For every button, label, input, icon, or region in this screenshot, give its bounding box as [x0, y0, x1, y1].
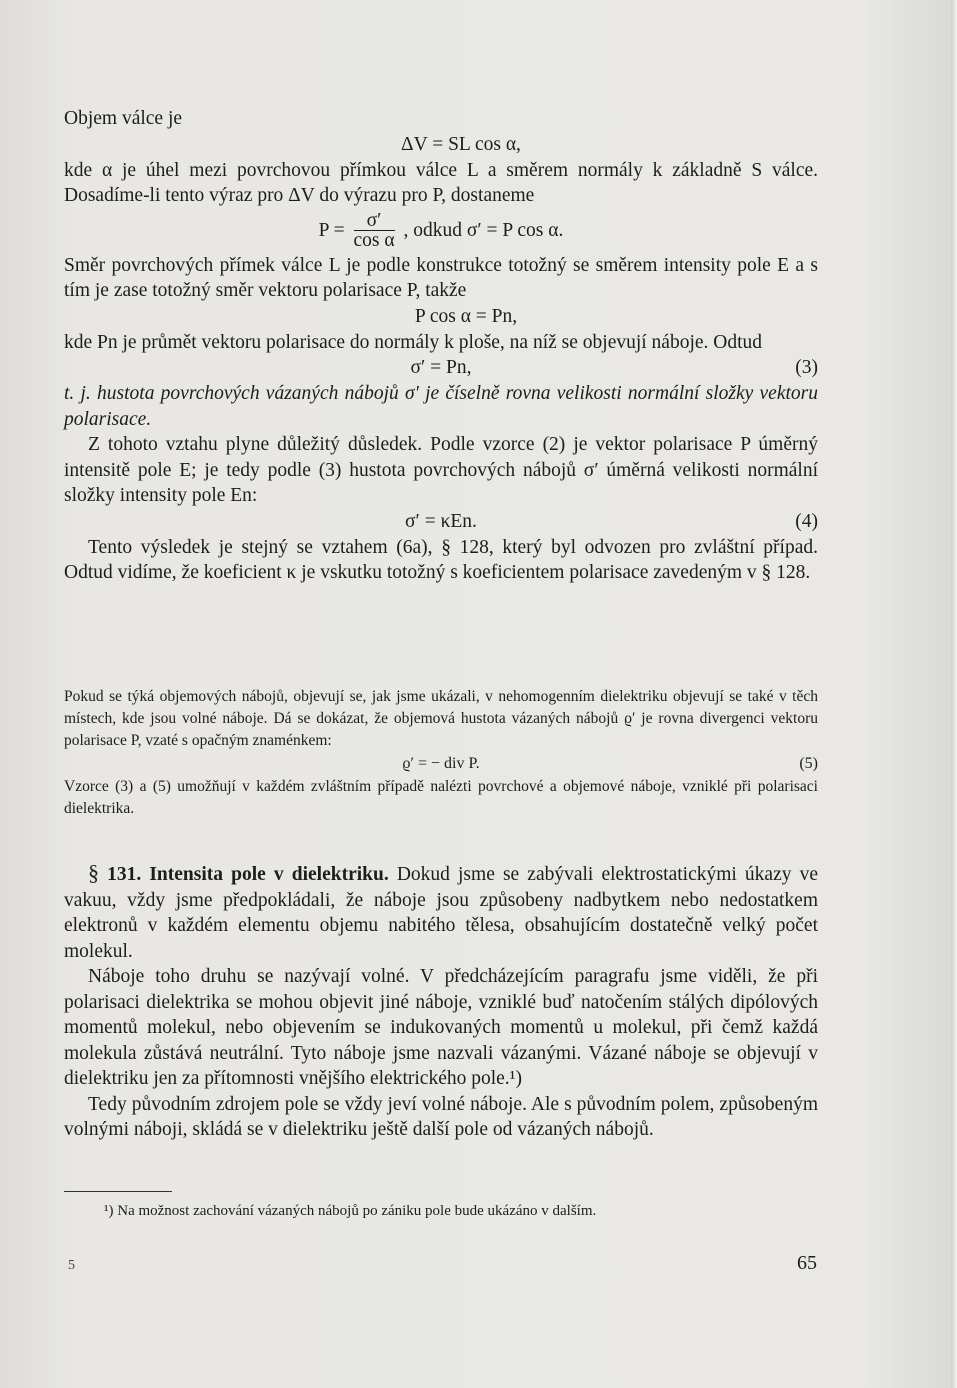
equation-body: σ′ = Pn, [410, 357, 472, 378]
fraction-denominator: cos α [353, 229, 395, 251]
section-text: Dokud jsme se zabývali elektrostatickými úkazy ve vakuu, vždy jsme předpokládali, že náboje jsou způsobeny nadbytkem nebo nedostatkem elektronů v každém elementu objemu nabitého tělesa, obsahujícím dostatečně velký počet molekul. [64, 864, 819, 962]
equation: ΔV = SL cos α, [401, 133, 521, 155]
equation-body: σ′ = κEn. [405, 510, 477, 532]
paragraph: Tento výsledek je stejný se vztahem (6a), § 128, který byl odvozen pro zvláštní případ. Odtud vidíme, že koeficient κ je vskutku totožný s koeficientem polarisace zavedeným v § 128. [64, 536, 818, 583]
equation-number: (3) [795, 357, 818, 378]
text-block-1 [64, 106, 818, 586]
paragraph: Tedy původním zdrojem pole se vždy jeví volné náboje. Ale s původním polem, způsobeným volnými náboji, skládá se v dielektriku ještě další pole od vázaných nábojů. [64, 1093, 818, 1140]
paragraph: Směr povrchových přímek válce L je podle konstrukce totožný se směrem intensity pole E a s tím je zase totožný směr vektoru polarisace P, takže [64, 254, 818, 301]
section-paragraph [64, 860, 818, 964]
equation: P cos α = Pn, [414, 305, 518, 327]
signature-mark: 5 [68, 1258, 75, 1273]
paragraph: Objem válce je [64, 108, 183, 129]
page-number: 65 [797, 1252, 817, 1274]
equation [64, 509, 818, 535]
small-paragraph: Pokud se týká objemových nábojů, objevují se, jak jsme ukázali, v nehomogenním dielektriku objevují se také v těch místech, kde jsou volné náboje. Dá se dokázat, že objemová hustota vázaných nábojů ϱ′ je rovna divergenci vektoru polarisace P, vzaté s opačným znaménkem: [64, 688, 818, 749]
text-block-small [64, 686, 818, 820]
equation-rest: , odkud σ′ = P cos α. [403, 219, 564, 241]
paragraph: kde Pn je průmět vektoru polarisace do normály k ploše, na níž se objevují náboje. Odtud [64, 331, 763, 353]
equation-number: (5) [799, 755, 818, 772]
paragraph-italic: t. j. hustota povrchových vázaných nábojů σ′ je číselně rovna velikosti normální složky vektoru polarisace. [64, 383, 818, 430]
small-paragraph: Vzorce (3) a (5) umožňují v každém zvláštním případě nalézti povrchové a objemové náboje, vzniklé při polarisaci dielektrika. [64, 778, 818, 817]
equation-number: (4) [795, 510, 818, 532]
equation [64, 355, 818, 381]
fraction-numerator: σ′ [354, 212, 395, 231]
page-edge [951, 0, 957, 1388]
paragraph: kde α je úhel mezi povrchovou přímkou válce L a směrem normály k základně S válce. Dosadíme-li tento výraz pro ΔV do výrazu pro P, dostaneme [64, 159, 818, 206]
text-block-2 [64, 860, 818, 1143]
footnote: ¹) Na možnost zachování vázaných nábojů po zániku pole bude ukázáno v dalším. [104, 1203, 597, 1219]
equation-fraction [64, 209, 818, 253]
section-symbol: § [88, 860, 99, 885]
fraction [353, 209, 395, 251]
equation-lhs: P = [318, 219, 345, 241]
equation [64, 752, 818, 776]
section-heading: 131. Intensita pole v dielektriku. [107, 864, 389, 885]
equation-body: ϱ′ = − div P. [402, 755, 480, 772]
paragraph: Náboje toho druhu se nazývají volné. V předcházejícím paragrafu jsme viděli, že při polarisaci dielektrika se mohou objevit jiné náboje, vzniklé buď natočením stálých dipólových momentů molekul, nebo objevením se indukovaných momentů u molekul, při čemž každá molekula zůstává neutrální. Tyto náboje jsme nazvali vázanými. Vázané náboje se objevují v dielektriku jen za přítomnosti vnějšího elektrického pole.¹) [64, 966, 818, 1089]
paragraph: Z tohoto vztahu plyne důležitý důsledek. Podle vzorce (2) je vektor polarisace P úměrný intensitě pole E; je tedy podle (3) hustota povrchových nábojů σ′ úměrná velikosti normální složky intensity pole En: [64, 434, 818, 506]
footnote-rule [64, 1191, 172, 1192]
